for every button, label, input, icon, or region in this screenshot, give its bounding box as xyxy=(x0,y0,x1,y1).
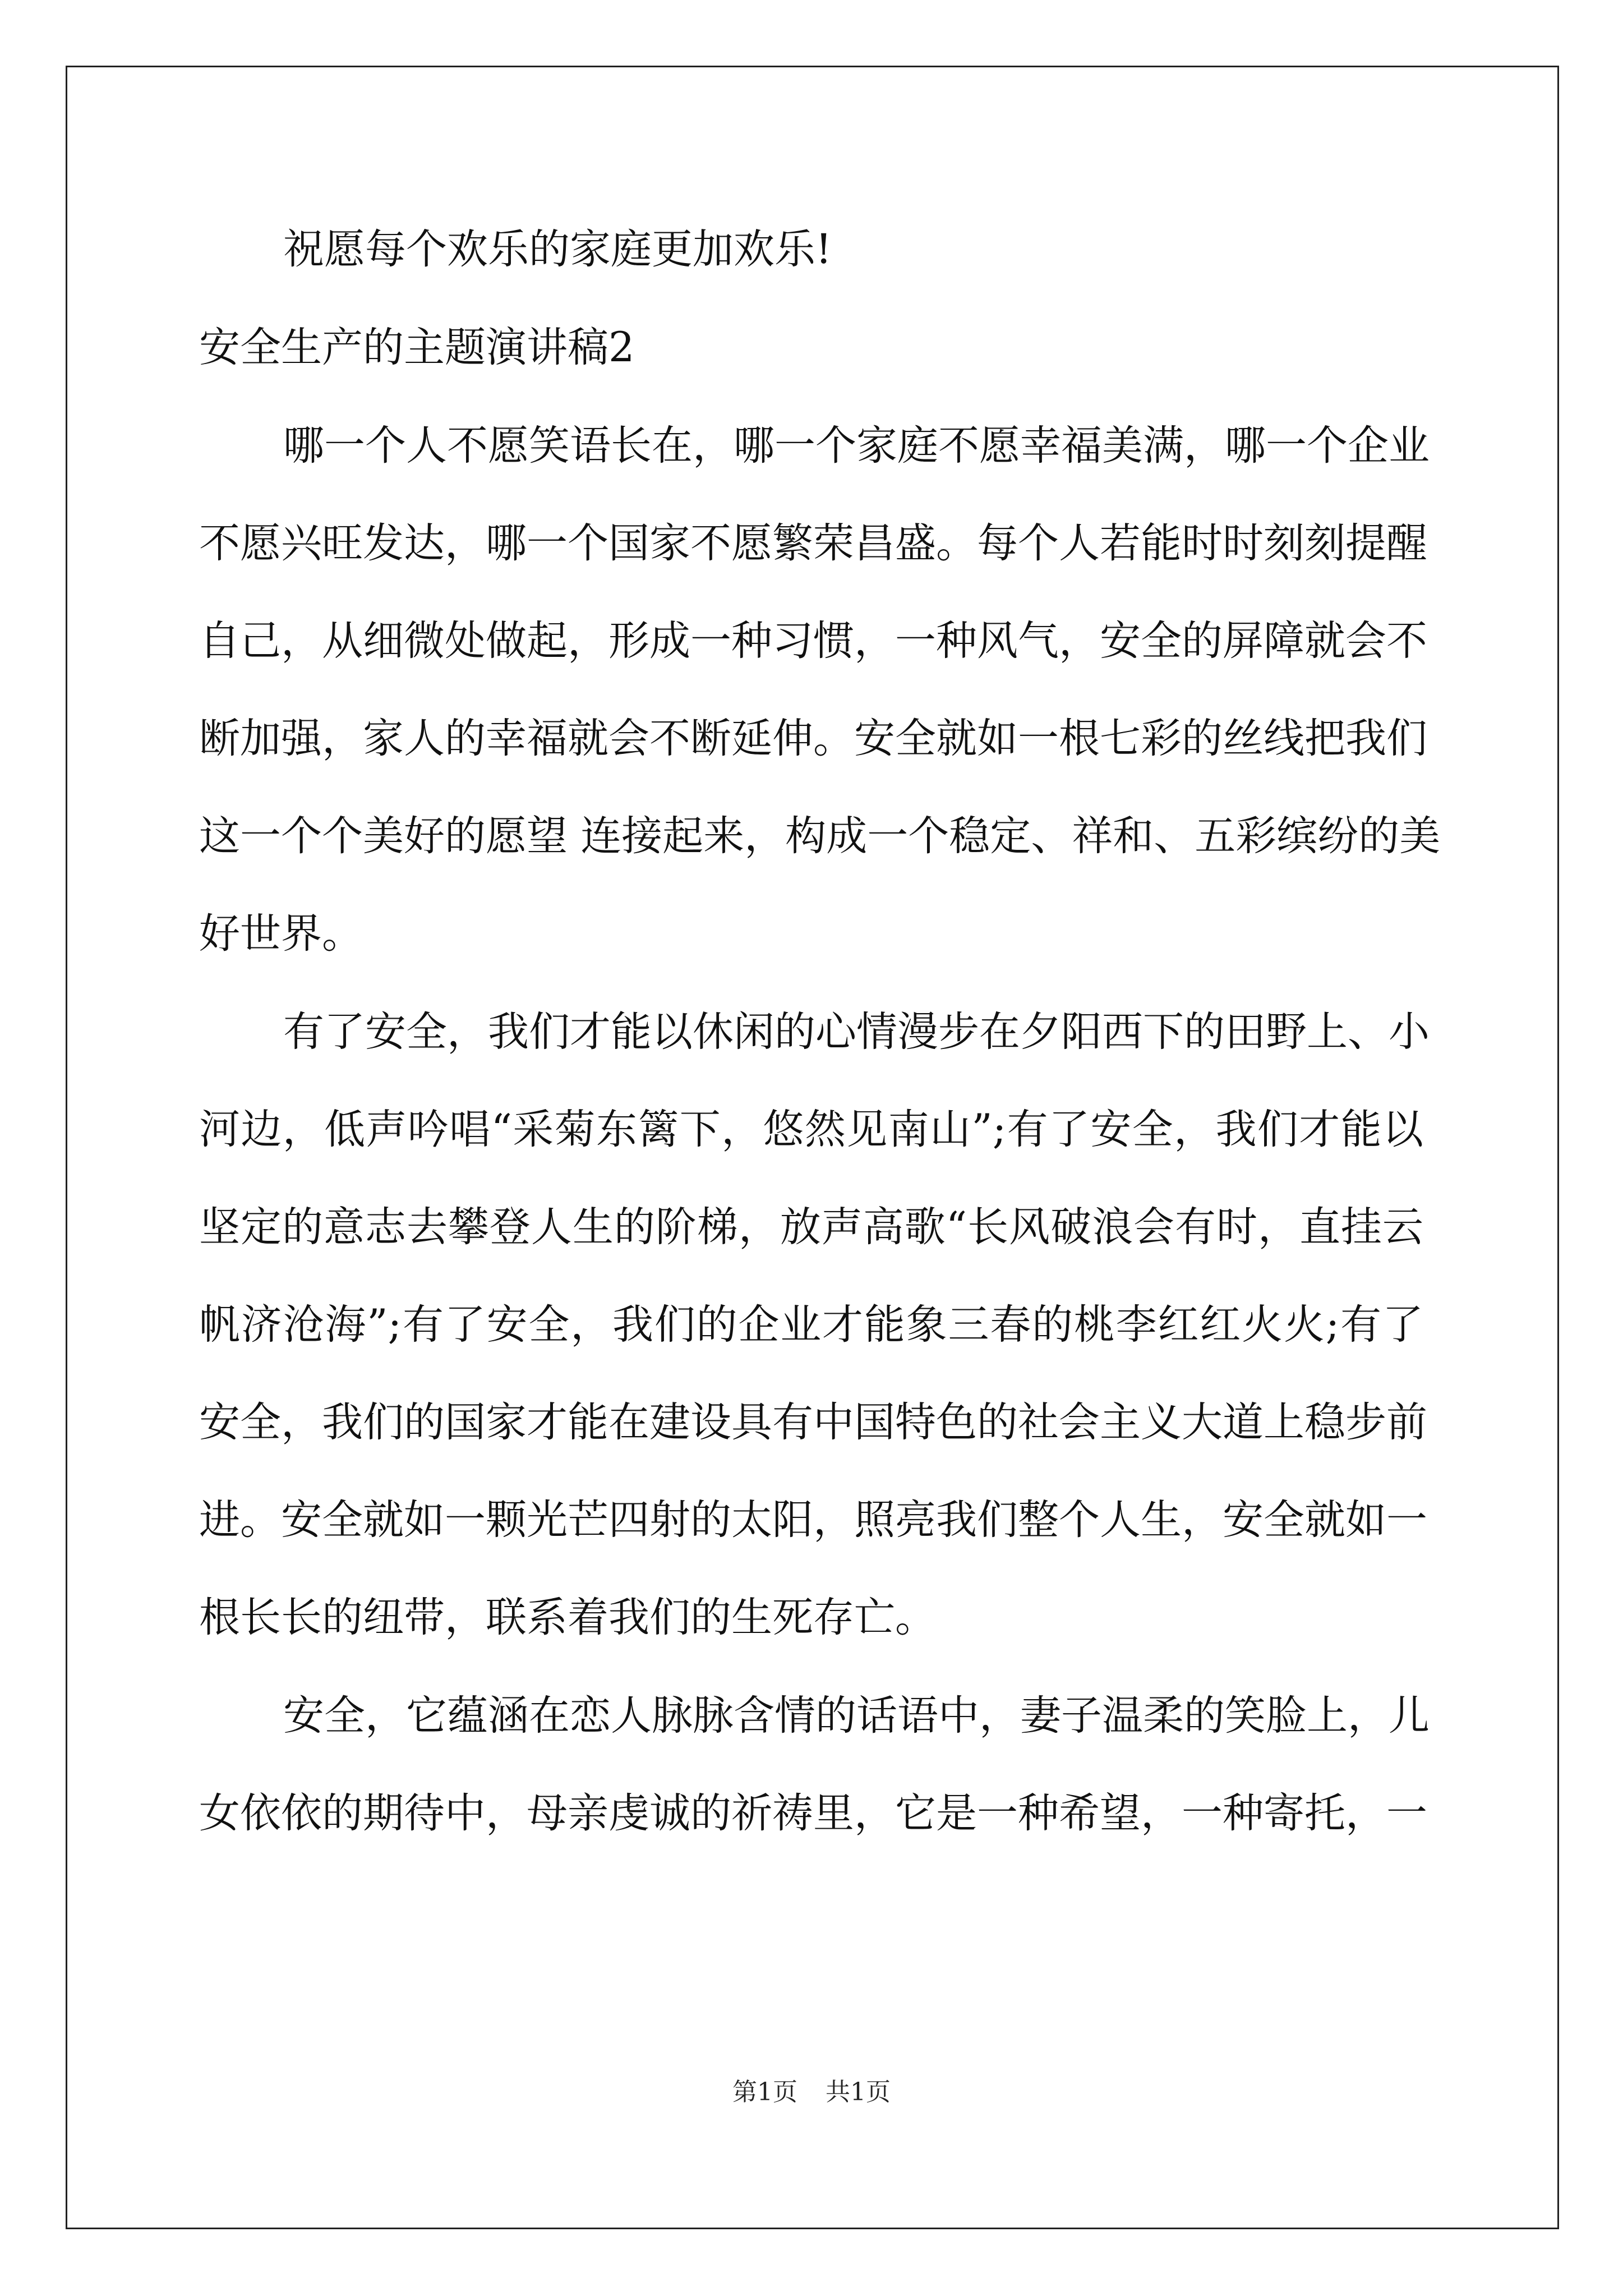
paragraph-2 xyxy=(199,1004,1430,1646)
paragraph-line: 帆济沧海”;有了安全，我们的企业才能象三春的桃李红红火火;有了 xyxy=(199,1301,1423,1349)
paragraph-line: 根长长的纽带，联系着我们的生死存亡。 xyxy=(199,1594,936,1641)
paragraph-line: 哪一个人不愿笑语长在，哪一个家庭不愿幸福美满，哪一个企业 xyxy=(283,422,1430,470)
greeting-line: 祝愿每个欢乐的家庭更加欢乐! xyxy=(283,226,832,273)
paragraph-1 xyxy=(199,418,1441,962)
page-total: 共1页 xyxy=(826,2078,891,2106)
paragraph-line: 断加强，家人的幸福就会不断延伸。安全就如一根七彩的丝线把我们 xyxy=(199,715,1427,762)
page-footer xyxy=(0,2076,1623,2109)
page-number: 第1页 xyxy=(732,2078,797,2106)
paragraph-line: 安全，它蕴涵在恋人脉脉含情的话语中，妻子温柔的笑脸上，儿 xyxy=(283,1692,1430,1740)
paragraph-line: 自己，从细微处做起，形成一种习惯，一种风气，安全的屏障就会不 xyxy=(199,617,1427,665)
document-body xyxy=(199,222,1441,1884)
section-heading: 安全生产的主题演讲稿2 xyxy=(199,324,635,371)
paragraph-line: 好世界。 xyxy=(199,910,363,958)
paragraph-line: 坚定的意志去攀登人生的阶梯，放声高歌“长风破浪会有时，直挂云 xyxy=(199,1203,1423,1251)
paragraph-line: 河边，低声吟唱“采菊东篱下，悠然见南山”;有了安全，我们才能以 xyxy=(199,1106,1423,1153)
paragraph-line: 这一个个美好的愿望 连接起来，构成一个稳定、祥和、五彩缤纷的美 xyxy=(199,812,1441,860)
paragraph-line: 安全，我们的国家才能在建设具有中国特色的社会主义大道上稳步前 xyxy=(199,1398,1427,1446)
paragraph-line: 女依依的期待中，母亲虔诚的祈祷里，它是一种希望，一种寄托，一 xyxy=(199,1789,1427,1837)
paragraph-line: 有了安全，我们才能以休闲的心情漫步在夕阳西下的田野上、小 xyxy=(283,1008,1430,1056)
paragraph-line: 进。安全就如一颗光芒四射的太阳，照亮我们整个人生，安全就如一 xyxy=(199,1496,1427,1544)
paragraph-line: 不愿兴旺发达，哪一个国家不愿繁荣昌盛。每个人若能时时刻刻提醒 xyxy=(199,519,1427,567)
paragraph-3 xyxy=(199,1688,1430,1842)
